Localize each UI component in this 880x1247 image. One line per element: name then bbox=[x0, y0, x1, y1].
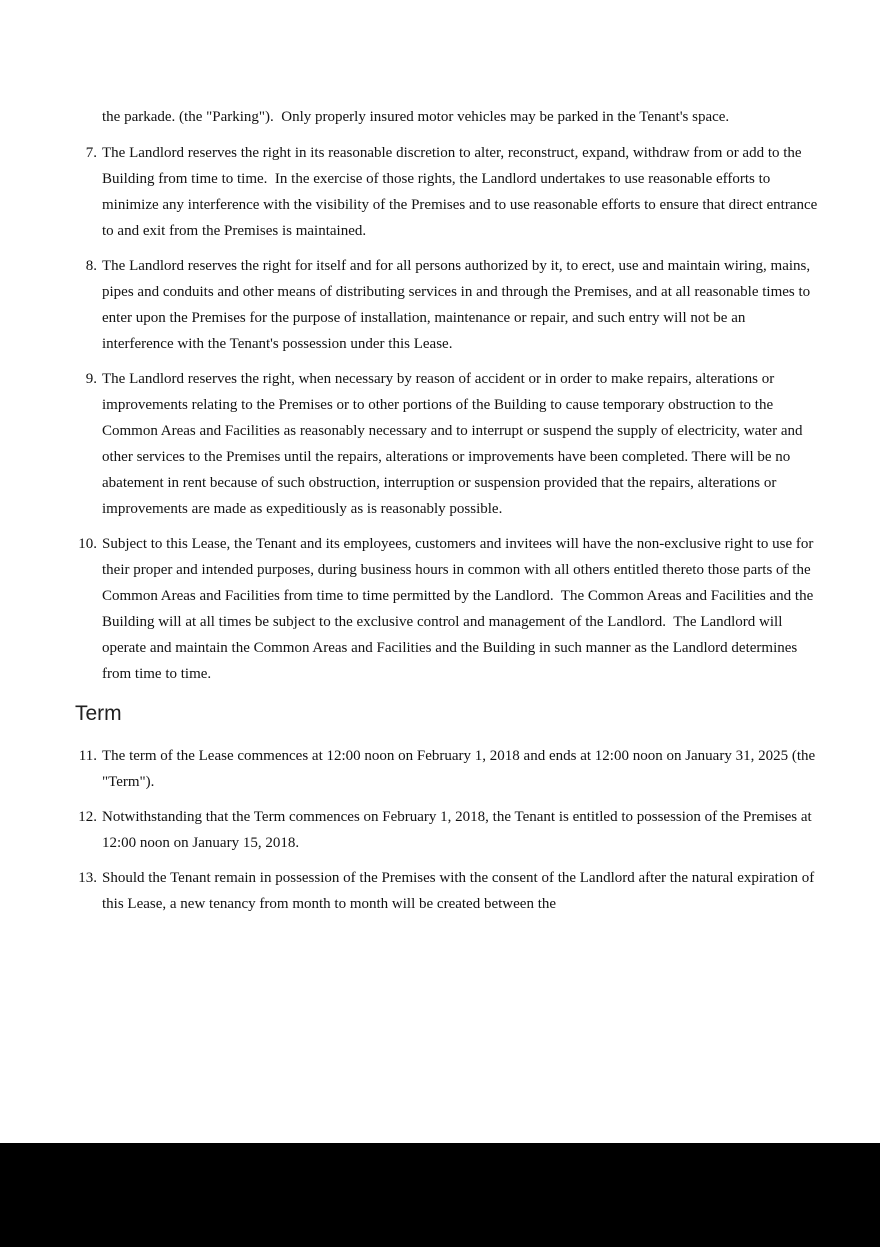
continuation-paragraph: the parkade. (the "Parking"). Only properly insured motor vehicles may be parked in the Tenant's space. bbox=[102, 109, 730, 125]
list-item-number: 7. bbox=[85, 145, 97, 161]
list-item-number: 10. bbox=[78, 536, 97, 552]
list-item-text: Should the Tenant remain in possession of the Premises with the consent of the Landlord after the natural expiration of this Lease, a new tenancy from month to month will be created between the bbox=[102, 870, 819, 912]
list-item-number: 8. bbox=[85, 258, 97, 274]
list-item-7 bbox=[60, 140, 822, 244]
list-item-8 bbox=[60, 253, 818, 357]
list-item-9 bbox=[60, 366, 818, 522]
list-item-number: 12. bbox=[78, 809, 97, 825]
list-item-13 bbox=[60, 865, 818, 917]
list-item-12 bbox=[60, 804, 818, 856]
list-item-11 bbox=[60, 743, 818, 795]
list-item-text: Subject to this Lease, the Tenant and its employees, customers and invitees will have the non-exclusive right to use for their proper and intended purposes, during business hours in common with all others entitled thereto those parts of the Common Areas and Facilities from time to time permitted by the Landlord. The Common Areas and Facilities and the Building will at all times be subject to the exclusive control and management of the Landlord. The Landlord will operate and maintain the Common Areas and Facilities and the Building in such manner as the Landlord determines from time to time. bbox=[102, 536, 818, 682]
list-item-text: Notwithstanding that the Term commences on February 1, 2018, the Tenant is entitled to possession of the Premises at 12:00 noon on January 15, 2018. bbox=[102, 809, 816, 851]
list-item-10 bbox=[60, 531, 818, 687]
list-item-number: 9. bbox=[85, 371, 97, 387]
section-heading-term: Term bbox=[75, 702, 122, 725]
list-item-number: 11. bbox=[78, 748, 97, 764]
list-item-text: The term of the Lease commences at 12:00 noon on February 1, 2018 and ends at 12:00 noon on January 31, 2025 (the "Term"). bbox=[102, 748, 819, 790]
list-item-text: The Landlord reserves the right in its reasonable discretion to alter, reconstruct, expand, withdraw from or add to the Building from time to time. In the exercise of those rights, the Landlord undertakes to use reasonable efforts to minimize any interference with the visibility of the Premises and to use reasonable efforts to ensure that direct entrance to and exit from the Premises is maintained. bbox=[102, 145, 822, 239]
list-item-text: The Landlord reserves the right, when necessary by reason of accident or in order to make repairs, alterations or improvements relating to the Premises or to other portions of the Building to cause temporary obstruction to the Common Areas and Facilities as reasonably necessary and to interrupt or suspend the supply of electricity, water and other services to the Premises until the repairs, alterations or improvements have been completed. There will be no abatement in rent because of such obstruction, interruption or suspension provided that the repairs, alterations or improvements are made as expeditiously as is reasonably possible. bbox=[102, 371, 807, 517]
page-end-background bbox=[0, 1143, 880, 1247]
list-item-number: 13. bbox=[78, 870, 97, 886]
list-item-text: The Landlord reserves the right for itself and for all persons authorized by it, to erect, use and maintain wiring, mains, pipes and conduits and other means of distributing services in and through the Premises, and at all reasonable times to enter upon the Premises for the purpose of installation, maintenance or repair, and such entry will not be an interference with the Tenant's possession under this Lease. bbox=[102, 258, 814, 352]
